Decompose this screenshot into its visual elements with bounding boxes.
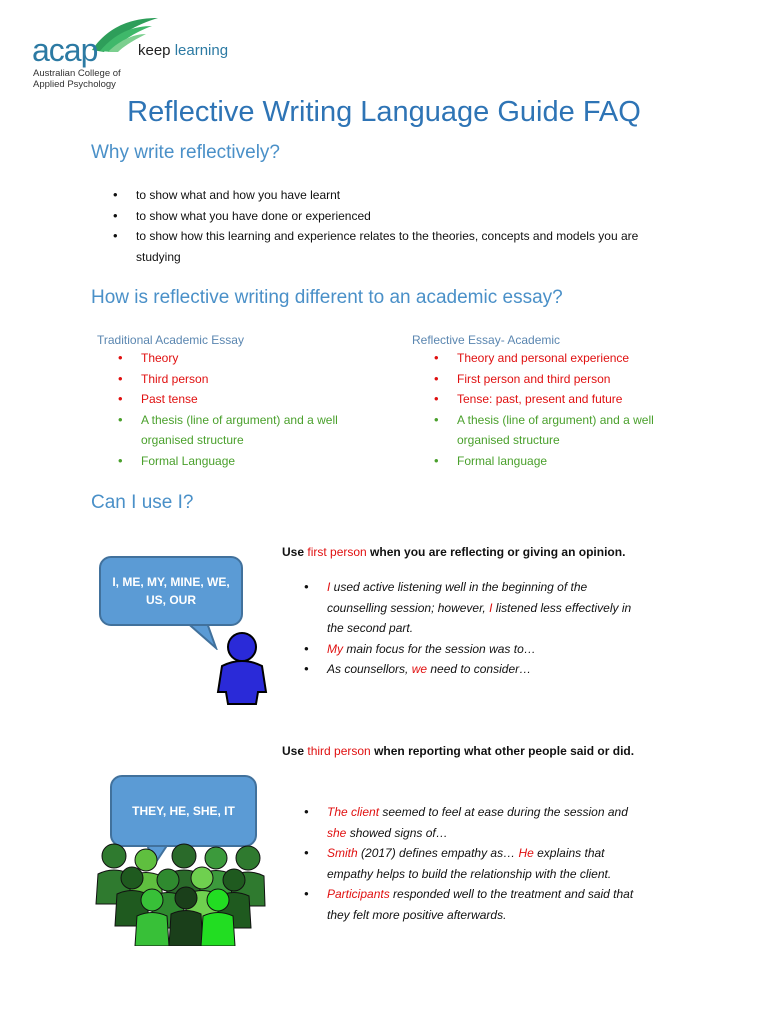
list-item: • Past tense (118, 389, 358, 410)
list-item: • to show what you have done or experienced (113, 206, 683, 227)
list-item: • First person and third person (434, 369, 674, 390)
group-of-people-icon (94, 842, 266, 946)
person-icon (214, 630, 270, 706)
acap-logo (30, 14, 230, 94)
list-item: • Theory (118, 348, 358, 369)
list-item: • As counsellors, we need to consider… (304, 659, 644, 680)
list-item: • Smith (2017) defines empathy as… He explains that empathy helps to build the relationship with the client. (304, 843, 644, 884)
list-item: • Participants responded well to the treatment and said that they felt more positive afterwards. (304, 884, 644, 925)
logo-tagline: keep learning (138, 42, 229, 59)
list-item: • Third person (118, 369, 358, 390)
first-person-pronoun-bubble: I, ME, MY, MINE, WE, US, OUR (99, 556, 243, 626)
page-title: Reflective Writing Language Guide FAQ (127, 96, 641, 128)
logo-wordmark: acap (32, 32, 98, 68)
list-item: • Formal Language (118, 451, 358, 472)
third-person-examples (304, 802, 644, 925)
list-item: • Tense: past, present and future (434, 389, 674, 410)
why-list (113, 185, 683, 267)
reflective-essay-list (434, 348, 674, 471)
first-person-examples (304, 577, 644, 680)
list-item: • Theory and personal experience (434, 348, 674, 369)
list-item: • Formal language (434, 451, 674, 472)
list-item: • A thesis (line of argument) and a well organised structure (118, 410, 358, 451)
list-item: • My main focus for the session was to… (304, 639, 644, 660)
traditional-essay-heading: Traditional Academic Essay (97, 333, 244, 347)
first-person-instruction: Use first person when you are reflecting or giving an opinion. (282, 545, 626, 559)
traditional-essay-list (118, 348, 358, 471)
reflective-essay-heading: Reflective Essay- Academic (412, 333, 561, 347)
third-person-instruction: Use third person when reporting what other people said or did. (282, 744, 635, 758)
list-item: • I used active listening well in the beginning of the counselling session; however, I listened less effectively in the second part. (304, 577, 644, 639)
why-heading: Why write reflectively? (91, 142, 280, 163)
list-item: • to show how this learning and experience relates to the theories, concepts and models you are studying (113, 226, 683, 267)
how-heading: How is reflective writing different to an academic essay? (91, 287, 563, 308)
logo-college-name: Australian College of Applied Psychology (33, 68, 121, 90)
list-item: • A thesis (line of argument) and a well organised structure (434, 410, 674, 451)
list-item: • The client seemed to feel at ease during the session and she showed signs of… (304, 802, 644, 843)
third-person-pronoun-bubble: THEY, HE, SHE, IT (110, 775, 257, 847)
can-i-use-i-heading: Can I use I? (91, 492, 194, 513)
list-item: • to show what and how you have learnt (113, 185, 683, 206)
